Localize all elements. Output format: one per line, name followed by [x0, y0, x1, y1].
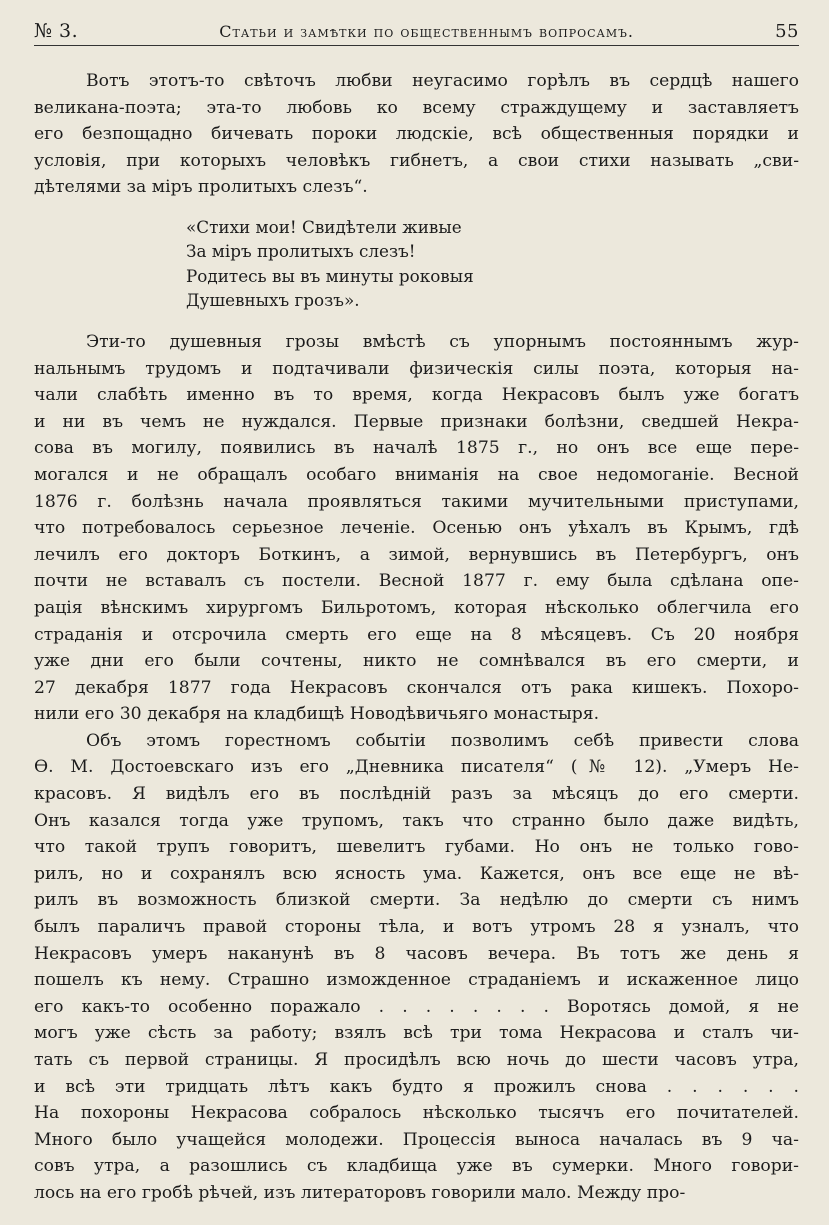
paragraph2-line: страданія и отсрочила смерть его еще на 8 мѣсяцевъ. Съ 20 ноября [34, 624, 799, 645]
poem-line: Родитесь вы въ минуты роковыя [186, 265, 474, 286]
paragraph-1 [34, 68, 799, 201]
paragraph1-line: великана-поэта; эта-то любовь ко всему страждущему и заставляетъ [34, 97, 799, 118]
paragraph3-line: Онъ казался тогда уже трупомъ, такъ что странно было даже видѣть, [34, 810, 799, 831]
paragraph3-line: былъ параличъ правой стороны тѣла, и вотъ утромъ 28 я узналъ, что [34, 917, 799, 938]
paragraph3-line: рилъ, но и сохранялъ всю ясность ума. Кажется, онъ все еще не вѣ- [34, 863, 799, 884]
page-number: 55 [775, 21, 799, 42]
paragraph2-line: нили его 30 декабря на кладбищѣ Новодѣвичьяго монастыря. [34, 704, 600, 725]
paragraph2-line: 1876 г. болѣзнь начала проявляться такими мучительными приступами, [34, 491, 799, 512]
paragraph2-line: сова въ могилу, появились въ началѣ 1875 г., но онъ все еще пере- [34, 438, 799, 459]
paragraph1-line: дѣтелями за міръ пролитыхъ слезъ“. [34, 177, 368, 198]
paragraph-3 [34, 728, 799, 1207]
paragraph3-line: пошелъ къ нему. Страшно изможденное страданіемъ и искаженное лицо [34, 970, 799, 991]
issue-number: № 3. [34, 20, 79, 42]
paragraph3-line: красовъ. Я видѣлъ его въ послѣдній разъ за мѣсяцъ до его смерти. [34, 784, 799, 805]
poem-line: За міръ пролитыхъ слезъ! [186, 241, 416, 262]
paragraph3-line: Много было учащейся молодежи. Процессія выноса началась въ 9 ча- [34, 1129, 799, 1150]
paragraph3-line: лось на его гробѣ рѣчей, изъ литераторовъ говорили мало. Между про- [34, 1182, 686, 1203]
paragraph3-line: тать съ первой страницы. Я просидѣлъ всю ночь до шести часовъ утра, [34, 1050, 799, 1070]
running-title: Статьи и замѣтки по общественнымъ вопросамъ. [219, 22, 634, 41]
paragraph2-line: 27 декабря 1877 года Некрасовъ скончался отъ рака кишекъ. Похоро- [34, 677, 799, 698]
paragraph2-line: уже дни его были сочтены, никто не сомнѣвался въ его смерти, и [34, 651, 799, 672]
paragraph2-line: чали слабѣть именно въ то время, когда Некрасовъ былъ уже богатъ [34, 385, 799, 406]
paragraph3-line: Некрасовъ умеръ наканунѣ въ 8 часовъ вечера. Въ тотъ же день я [34, 943, 799, 964]
paragraph3-line: его какъ-то особенно поражало . . . . . . . . Воротясь домой, я не [34, 996, 799, 1017]
poem-quote [186, 215, 799, 313]
paragraph3-line: На похороны Некрасова собралось нѣсколько тысячъ его почитателей. [34, 1103, 799, 1124]
page-header [34, 20, 799, 46]
paragraph3-line: и всѣ эти тридцать лѣтъ какъ будто я прожилъ снова . . . . . . [34, 1076, 799, 1097]
paragraph2-line: и ни въ чемъ не нуждался. Первые признаки болѣзни, сведшей Некра- [34, 411, 799, 432]
paragraph2-line: Эти-то душевныя грозы вмѣстѣ съ упорнымъ постояннымъ жур- [86, 331, 799, 352]
paragraph3-line: совъ утра, а разошлись съ кладбища уже въ сумерки. Много говори- [34, 1156, 799, 1177]
paragraph1-line: условія, при которыхъ человѣкъ гибнетъ, а свои стихи называть „сви- [34, 150, 799, 171]
paragraph2-line: могался и не обращалъ особаго вниманія на свое недомоганіе. Весной [34, 464, 799, 485]
paragraph1-line: Вотъ этотъ-то свѣточъ любви неугасимо горѣлъ въ сердцѣ нашего [86, 71, 799, 91]
paragraph2-line: почти не вставалъ съ постели. Весной 1877 г. ему была сдѣлана опе- [34, 571, 799, 592]
paragraph2-line: рація вѣнскимъ хирургомъ Бильротомъ, которая нѣсколько облегчила его [34, 597, 799, 618]
paragraph2-line: лечилъ его докторъ Боткинъ, а зимой, вернувшись въ Петербургъ, онъ [34, 544, 799, 565]
paragraph1-line: его безпощадно бичевать пороки людскіе, всѣ общественныя порядки и [34, 124, 799, 145]
paragraph3-line: Ѳ. М. Достоевскаго изъ его „Дневника писателя“ (№ 12). „Умеръ Не- [34, 757, 799, 778]
paragraph3-line: могъ уже сѣсть за работу; взялъ всѣ три тома Некрасова и сталъ чи- [34, 1023, 799, 1044]
paragraph2-line: нальнымъ трудомъ и подтачивали физическія силы поэта, которыя на- [34, 358, 799, 379]
paragraph3-line: рилъ въ возможность близкой смерти. За недѣлю до смерти съ нимъ [34, 890, 799, 911]
paragraph3-line: что такой трупъ говоритъ, шевелитъ губами. Но онъ не только гово- [34, 837, 799, 858]
poem-line: Душевныхъ грозъ». [186, 290, 360, 311]
paragraph3-line: Объ этомъ горестномъ событіи позволимъ себѣ привести слова [86, 730, 799, 751]
poem-line: «Стихи мои! Свидѣтели живые [186, 216, 462, 237]
paragraph2-line: что потребовалось серьезное леченіе. Осенью онъ уѣхалъ въ Крымъ, гдѣ [34, 518, 799, 539]
paragraph-2 [34, 329, 799, 728]
